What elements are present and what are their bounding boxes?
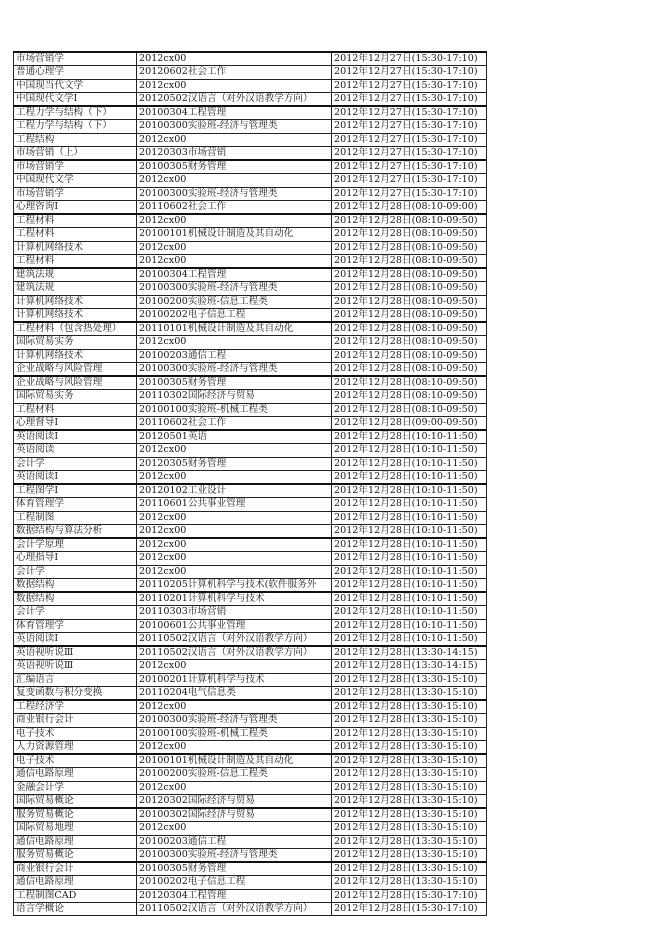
course-cell[interactable]: 工程力学与结构（下） [14, 106, 137, 120]
course-cell[interactable]: 英语阅读Ⅰ [14, 470, 137, 484]
table-row [14, 794, 487, 808]
table-row [14, 416, 487, 430]
course-cell[interactable]: 中国现当代文学 [14, 79, 137, 92]
table-row [14, 592, 487, 606]
course-cell[interactable]: 工程材料 [14, 214, 137, 228]
class-cell[interactable]: 2012cx00 [137, 552, 332, 565]
course-cell[interactable]: 工程制图 [14, 511, 137, 524]
table-row [14, 120, 487, 133]
table-row [14, 889, 487, 902]
table-row [14, 808, 487, 822]
exam-time-cell[interactable]: 2012年12月27日(15:30-17:10) [332, 79, 487, 92]
class-cell[interactable]: 20100305财务管理 [137, 376, 332, 390]
exam-schedule-table [13, 51, 487, 916]
exam-time-cell[interactable]: 2012年12月28日(08:10-09:00) [332, 200, 487, 214]
course-cell[interactable]: 英语视听说Ⅲ [14, 660, 137, 673]
table-row [14, 862, 487, 876]
course-cell[interactable]: 数据结构 [14, 578, 137, 592]
exam-time-cell[interactable]: 2012年12月28日(13:30-15:10) [332, 686, 487, 700]
course-cell[interactable]: 市场营销学 [14, 160, 137, 174]
exam-time-cell[interactable]: 2012年12月28日(10:10-11:50) [332, 606, 487, 619]
exam-time-cell[interactable]: 2012年12月28日(13:30-15:10) [332, 714, 487, 727]
class-cell[interactable]: 2012cx00 [137, 470, 332, 484]
class-cell[interactable]: 20110204电气信息类 [137, 686, 332, 700]
exam-time-cell[interactable]: 2012年12月28日(15:30-17:10) [332, 902, 487, 915]
course-cell[interactable]: 建筑法规 [14, 282, 137, 295]
class-cell[interactable]: 20100200实验班-信息工程类 [137, 295, 332, 308]
class-cell[interactable]: 20110302国际经济与贸易 [137, 390, 332, 403]
class-cell[interactable]: 2012cx00 [137, 538, 332, 552]
table-row [14, 660, 487, 673]
exam-time-cell[interactable]: 2012年12月28日(13:30-15:10) [332, 740, 487, 754]
course-cell[interactable]: 国际贸易地理 [14, 822, 137, 835]
course-cell[interactable]: 建筑法规 [14, 268, 137, 282]
exam-time-cell[interactable]: 2012年12月28日(10:10-11:50) [332, 619, 487, 632]
course-cell[interactable]: 工程经济学 [14, 700, 137, 714]
exam-time-cell[interactable]: 2012年12月27日(15:30-17:10) [332, 174, 487, 187]
class-cell[interactable]: 20100203通信工程 [137, 349, 332, 362]
class-cell[interactable]: 2012cx00 [137, 254, 332, 268]
table-row [14, 403, 487, 416]
exam-time-cell[interactable]: 2012年12月28日(13:30-15:10) [332, 848, 487, 862]
class-cell[interactable]: 20110502汉语言（对外汉语教学方向） [137, 632, 332, 646]
table-row [14, 228, 487, 241]
class-cell[interactable]: 2012cx00 [137, 444, 332, 457]
exam-time-cell[interactable]: 2012年12月28日(10:10-11:50) [332, 538, 487, 552]
exam-time-cell[interactable]: 2012年12月28日(08:10-09:50) [332, 336, 487, 349]
course-cell[interactable]: 工程力学与结构（下） [14, 120, 137, 133]
course-cell[interactable]: 复变函数与积分变换 [14, 686, 137, 700]
table-row [14, 484, 487, 498]
course-cell[interactable]: 英语阅读Ⅰ [14, 430, 137, 444]
exam-time-cell[interactable]: 2012年12月28日(13:30-15:10) [332, 822, 487, 835]
exam-time-cell[interactable]: 2012年12月28日(08:10-09:50) [332, 228, 487, 241]
course-cell[interactable]: 金融会计学 [14, 781, 137, 794]
course-cell[interactable]: 语言学概论 [14, 902, 137, 915]
table-row [14, 376, 487, 390]
table-row [14, 835, 487, 848]
class-cell[interactable]: 20110502汉语言（对外汉语教学方向） [137, 902, 332, 915]
class-cell[interactable]: 20120501英语 [137, 430, 332, 444]
table-row [14, 52, 487, 66]
course-cell[interactable]: 会计学 [14, 457, 137, 470]
table-row [14, 174, 487, 187]
exam-time-cell[interactable]: 2012年12月28日(08:10-09:50) [332, 390, 487, 403]
exam-time-cell[interactable]: 2012年12月28日(08:10-09:50) [332, 268, 487, 282]
class-cell[interactable]: 2012cx00 [137, 133, 332, 146]
table-row [14, 524, 487, 538]
exam-time-cell[interactable]: 2012年12月28日(08:10-09:50) [332, 282, 487, 295]
class-cell[interactable]: 20120102工业设计 [137, 484, 332, 498]
exam-time-cell[interactable]: 2012年12月28日(13:30-15:10) [332, 835, 487, 848]
exam-time-cell[interactable]: 2012年12月27日(15:30-17:10) [332, 66, 487, 79]
table-row [14, 754, 487, 768]
class-cell[interactable]: 20110303市场营销 [137, 606, 332, 619]
table-row [14, 66, 487, 79]
class-cell[interactable]: 20100300实验班-经济与管理类 [137, 120, 332, 133]
table-row [14, 619, 487, 632]
exam-time-cell[interactable]: 2012年12月28日(13:30-15:10) [332, 862, 487, 876]
table-row [14, 322, 487, 336]
course-cell[interactable]: 体育管理学 [14, 619, 137, 632]
course-cell[interactable]: 计算机网络技术 [14, 349, 137, 362]
exam-time-cell[interactable]: 2012年12月28日(13:30-14:15) [332, 646, 487, 660]
table-row [14, 727, 487, 740]
exam-time-cell[interactable]: 2012年12月28日(10:10-11:50) [332, 592, 487, 606]
class-cell[interactable]: 20100601公共事业管理 [137, 619, 332, 632]
exam-time-cell[interactable]: 2012年12月27日(15:30-17:10) [332, 160, 487, 174]
table-row [14, 268, 487, 282]
class-cell[interactable]: 2012cx00 [137, 565, 332, 578]
table-row [14, 714, 487, 727]
class-cell[interactable]: 2012cx00 [137, 336, 332, 349]
table-row [14, 876, 487, 889]
exam-schedule-rows [14, 52, 487, 916]
class-cell[interactable]: 2012cx00 [137, 511, 332, 524]
class-cell[interactable]: 20120303市场营销 [137, 146, 332, 160]
table-row [14, 282, 487, 295]
exam-time-cell[interactable]: 2012年12月28日(10:10-11:50) [332, 632, 487, 646]
exam-time-cell[interactable]: 2012年12月28日(08:10-09:50) [332, 241, 487, 254]
exam-time-cell[interactable]: 2012年12月28日(13:30-15:10) [332, 700, 487, 714]
course-cell[interactable]: 通信电路原理 [14, 768, 137, 781]
exam-time-cell[interactable]: 2012年12月28日(10:10-11:50) [332, 578, 487, 592]
exam-time-cell[interactable]: 2012年12月27日(15:30-17:10) [332, 52, 487, 66]
course-cell[interactable]: 工程材料（包含热处理） [14, 322, 137, 336]
class-cell[interactable]: 20100100实验班-机械工程类 [137, 403, 332, 416]
class-cell[interactable]: 20100300实验班-经济与管理类 [137, 187, 332, 200]
class-cell[interactable]: 2012cx00 [137, 781, 332, 794]
course-cell[interactable]: 工程材料 [14, 403, 137, 416]
table-row [14, 700, 487, 714]
course-cell[interactable]: 商业银行会计 [14, 862, 137, 876]
course-cell[interactable]: 服务贸易概论 [14, 808, 137, 822]
table-row [14, 565, 487, 578]
exam-time-cell[interactable]: 2012年12月28日(10:10-11:50) [332, 470, 487, 484]
class-cell[interactable]: 20120302国际经济与贸易 [137, 794, 332, 808]
exam-time-cell[interactable]: 2012年12月28日(13:30-15:10) [332, 673, 487, 686]
class-cell[interactable]: 20100200实验班-信息工程类 [137, 768, 332, 781]
course-cell[interactable]: 工程图学Ⅰ [14, 484, 137, 498]
course-cell[interactable]: 计算机网络技术 [14, 295, 137, 308]
exam-time-cell[interactable]: 2012年12月27日(15:30-17:10) [332, 133, 487, 146]
table-row [14, 470, 487, 484]
class-cell[interactable]: 20100302国际经济与贸易 [137, 808, 332, 822]
class-cell[interactable]: 2012cx00 [137, 660, 332, 673]
course-cell[interactable]: 国际贸易实务 [14, 336, 137, 349]
exam-time-cell[interactable]: 2012年12月28日(10:10-11:50) [332, 565, 487, 578]
table-row [14, 336, 487, 349]
table-row [14, 822, 487, 835]
class-cell[interactable]: 2012cx00 [137, 524, 332, 538]
class-cell[interactable]: 20100202电子信息工程 [137, 308, 332, 322]
exam-time-cell[interactable]: 2012年12月28日(08:10-09:50) [332, 214, 487, 228]
exam-time-cell[interactable]: 2012年12月28日(08:10-09:50) [332, 308, 487, 322]
exam-time-cell[interactable]: 2012年12月28日(08:10-09:50) [332, 403, 487, 416]
table-row [14, 106, 487, 120]
table-row [14, 349, 487, 362]
exam-time-cell[interactable]: 2012年12月28日(13:30-15:10) [332, 794, 487, 808]
exam-time-cell[interactable]: 2012年12月28日(13:30-14:15) [332, 660, 487, 673]
class-cell[interactable]: 20100305财务管理 [137, 160, 332, 174]
class-cell[interactable]: 20110205计算机科学与技术(软件服务外 [137, 578, 332, 592]
class-cell[interactable]: 20110602社会工作 [137, 416, 332, 430]
exam-time-cell[interactable]: 2012年12月27日(15:30-17:10) [332, 146, 487, 160]
table-row [14, 187, 487, 200]
table-row [14, 430, 487, 444]
exam-time-cell[interactable]: 2012年12月28日(09:00-09:50) [332, 416, 487, 430]
class-cell[interactable]: 20110502汉语言（对外汉语教学方向） [137, 646, 332, 660]
exam-time-cell[interactable]: 2012年12月28日(13:30-15:10) [332, 754, 487, 768]
table-row [14, 632, 487, 646]
course-cell[interactable]: 市场营销（上） [14, 146, 137, 160]
table-row [14, 308, 487, 322]
class-cell[interactable]: 20110602社会工作 [137, 200, 332, 214]
table-row [14, 673, 487, 686]
table-row [14, 146, 487, 160]
course-cell[interactable]: 国际贸易实务 [14, 390, 137, 403]
exam-time-cell[interactable]: 2012年12月28日(10:10-11:50) [332, 444, 487, 457]
exam-time-cell[interactable]: 2012年12月27日(15:30-17:10) [332, 120, 487, 133]
class-cell[interactable]: 20110201计算机科学与技术 [137, 592, 332, 606]
class-cell[interactable]: 20100201计算机科学与技术 [137, 673, 332, 686]
exam-time-cell[interactable]: 2012年12月28日(10:10-11:50) [332, 457, 487, 470]
exam-time-cell[interactable]: 2012年12月28日(08:10-09:50) [332, 254, 487, 268]
class-cell[interactable]: 20120602社会工作 [137, 66, 332, 79]
course-cell[interactable]: 英语视听说Ⅲ [14, 646, 137, 660]
course-cell[interactable]: 心理咨询Ⅰ [14, 200, 137, 214]
exam-time-cell[interactable]: 2012年12月28日(10:10-11:50) [332, 498, 487, 511]
course-cell[interactable]: 会计学 [14, 565, 137, 578]
table-row [14, 538, 487, 552]
exam-time-cell[interactable]: 2012年12月27日(15:30-17:10) [332, 106, 487, 120]
class-cell[interactable]: 20100300实验班-经济与管理类 [137, 362, 332, 376]
table-row [14, 160, 487, 174]
course-cell[interactable]: 普通心理学 [14, 66, 137, 79]
class-cell[interactable]: 2012cx00 [137, 241, 332, 254]
course-cell[interactable]: 工程材料 [14, 254, 137, 268]
course-cell[interactable]: 国际贸易概论 [14, 794, 137, 808]
table-row [14, 79, 487, 92]
table-row [14, 578, 487, 592]
table-row [14, 295, 487, 308]
course-cell[interactable]: 服务贸易概论 [14, 848, 137, 862]
exam-time-cell[interactable]: 2012年12月27日(15:30-17:10) [332, 92, 487, 106]
course-cell[interactable]: 企业战略与风险管理 [14, 376, 137, 390]
course-cell[interactable]: 英语阅读Ⅰ [14, 632, 137, 646]
exam-time-cell[interactable]: 2012年12月28日(08:10-09:50) [332, 376, 487, 390]
class-cell[interactable]: 2012cx00 [137, 174, 332, 187]
exam-time-cell[interactable]: 2012年12月28日(13:30-15:10) [332, 727, 487, 740]
class-cell[interactable]: 2012cx00 [137, 79, 332, 92]
exam-time-cell[interactable]: 2012年12月28日(13:30-15:10) [332, 781, 487, 794]
exam-time-cell[interactable]: 2012年12月28日(13:30-15:10) [332, 808, 487, 822]
table-row [14, 200, 487, 214]
class-cell[interactable]: 20110101机械设计制造及其自动化 [137, 322, 332, 336]
class-cell[interactable]: 20110601公共事业管理 [137, 498, 332, 511]
table-row [14, 254, 487, 268]
class-cell[interactable]: 20100300实验班-经济与管理类 [137, 282, 332, 295]
table-row [14, 444, 487, 457]
course-cell[interactable]: 中国现代文学Ⅰ [14, 92, 137, 106]
course-cell[interactable]: 汇编语言 [14, 673, 137, 686]
table-row [14, 686, 487, 700]
course-cell[interactable]: 工程结构 [14, 133, 137, 146]
class-cell[interactable]: 20100100实验班-机械工程类 [137, 727, 332, 740]
class-cell[interactable]: 20120304工程管理 [137, 889, 332, 902]
course-cell[interactable]: 通信电路原理 [14, 876, 137, 889]
course-cell[interactable]: 计算机网络技术 [14, 308, 137, 322]
course-cell[interactable]: 计算机网络技术 [14, 241, 137, 254]
table-row [14, 241, 487, 254]
exam-time-cell[interactable]: 2012年12月28日(13:30-15:10) [332, 876, 487, 889]
course-cell[interactable]: 中国现代文学 [14, 174, 137, 187]
class-cell[interactable]: 20100304工程管理 [137, 106, 332, 120]
class-cell[interactable]: 2012cx00 [137, 52, 332, 66]
table-row [14, 362, 487, 376]
table-row [14, 511, 487, 524]
exam-time-cell[interactable]: 2012年12月28日(10:10-11:50) [332, 524, 487, 538]
class-cell[interactable]: 20120305财务管理 [137, 457, 332, 470]
course-cell[interactable]: 会计学原理 [14, 538, 137, 552]
class-cell[interactable]: 20100101机械设计制造及其自动化 [137, 228, 332, 241]
course-cell[interactable]: 心理督导Ⅰ [14, 416, 137, 430]
class-cell[interactable]: 20100304工程管理 [137, 268, 332, 282]
table-row [14, 606, 487, 619]
course-cell[interactable]: 数据结构 [14, 592, 137, 606]
course-cell[interactable]: 通信电路原理 [14, 835, 137, 848]
table-row [14, 740, 487, 754]
class-cell[interactable]: 2012cx00 [137, 740, 332, 754]
table-row [14, 646, 487, 660]
course-cell[interactable]: 数据结构与算法分析 [14, 524, 137, 538]
exam-time-cell[interactable]: 2012年12月28日(13:30-15:10) [332, 768, 487, 781]
course-cell[interactable]: 电子技术 [14, 727, 137, 740]
exam-time-cell[interactable]: 2012年12月28日(08:10-09:50) [332, 322, 487, 336]
table-row [14, 457, 487, 470]
course-cell[interactable]: 工程制图CAD [14, 889, 137, 902]
table-row [14, 133, 487, 146]
exam-time-cell[interactable]: 2012年12月28日(08:10-09:50) [332, 362, 487, 376]
class-cell[interactable]: 2012cx00 [137, 822, 332, 835]
class-cell[interactable]: 20100202电子信息工程 [137, 876, 332, 889]
table-row [14, 214, 487, 228]
table-row [14, 92, 487, 106]
class-cell[interactable]: 20120502汉语言（对外汉语教学方向） [137, 92, 332, 106]
class-cell[interactable]: 2012cx00 [137, 700, 332, 714]
table-row [14, 498, 487, 511]
exam-time-cell[interactable]: 2012年12月27日(15:30-17:10) [332, 187, 487, 200]
exam-time-cell[interactable]: 2012年12月28日(15:30-17:10) [332, 889, 487, 902]
course-cell[interactable]: 电子技术 [14, 754, 137, 768]
exam-time-cell[interactable]: 2012年12月28日(08:10-09:50) [332, 295, 487, 308]
course-cell[interactable]: 工程材料 [14, 228, 137, 241]
class-cell[interactable]: 20100305财务管理 [137, 862, 332, 876]
exam-time-cell[interactable]: 2012年12月28日(10:10-11:50) [332, 552, 487, 565]
exam-time-cell[interactable]: 2012年12月28日(08:10-09:50) [332, 349, 487, 362]
class-cell[interactable]: 20100203通信工程 [137, 835, 332, 848]
table-row [14, 390, 487, 403]
class-cell[interactable]: 2012cx00 [137, 214, 332, 228]
exam-time-cell[interactable]: 2012年12月28日(10:10-11:50) [332, 511, 487, 524]
course-cell[interactable]: 市场营销学 [14, 187, 137, 200]
table-row [14, 848, 487, 862]
course-cell[interactable]: 英语阅读 [14, 444, 137, 457]
course-cell[interactable]: 人力资源管理 [14, 740, 137, 754]
course-cell[interactable]: 心理指导Ⅰ [14, 552, 137, 565]
course-cell[interactable]: 市场营销学 [14, 52, 137, 66]
course-cell[interactable]: 企业战略与风险管理 [14, 362, 137, 376]
table-row [14, 768, 487, 781]
course-cell[interactable]: 会计学 [14, 606, 137, 619]
exam-time-cell[interactable]: 2012年12月28日(10:10-11:50) [332, 484, 487, 498]
course-cell[interactable]: 体育管理学 [14, 498, 137, 511]
exam-time-cell[interactable]: 2012年12月28日(10:10-11:50) [332, 430, 487, 444]
table-row [14, 902, 487, 915]
table-row [14, 552, 487, 565]
class-cell[interactable]: 20100101机械设计制造及其自动化 [137, 754, 332, 768]
class-cell[interactable]: 20100300实验班-经济与管理类 [137, 714, 332, 727]
class-cell[interactable]: 20100300实验班-经济与管理类 [137, 848, 332, 862]
table-row [14, 781, 487, 794]
course-cell[interactable]: 商业银行会计 [14, 714, 137, 727]
